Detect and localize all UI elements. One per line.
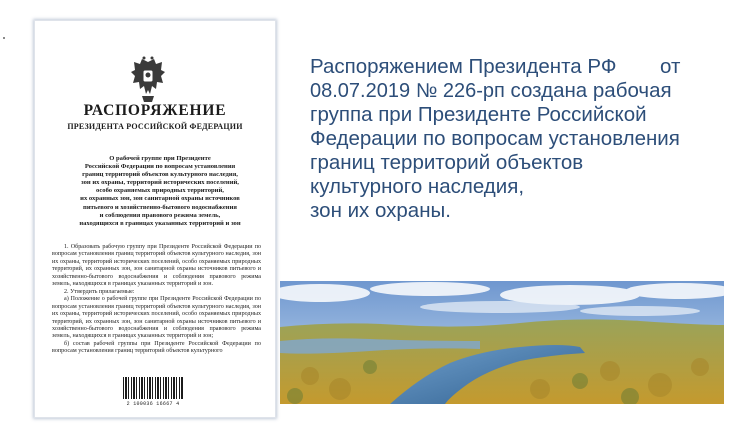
document-paragraph: 1. Образовать рабочую группу при Президенте Российской Федерации по вопросам установления границ территорий объектов культурного наследия, зон их охраны, территорий исторических поселений, особо охраняемых природных территорий, их охранных зон, зон санитарной охраны источников питьевого и хозяйственно-бытового водоснабжения и соблюдения правового режима земель, находящихся в границах указанных территорий и зон. <box>52 244 261 288</box>
caption-ot: от <box>660 55 681 78</box>
heading-line: особо охраняемых природных территорий, <box>96 187 224 195</box>
document-subtitle: ПРЕЗИДЕНТА РОССИЙСКОЙ ФЕДЕРАЦИИ <box>67 122 243 131</box>
barcode-number: 2 100036 16667 4 <box>126 401 180 407</box>
caption-text-part: создана рабочая <box>510 79 672 102</box>
caption-line: зон их охраны. <box>310 199 451 222</box>
river-landscape-image <box>280 281 724 404</box>
caption-line <box>310 79 715 103</box>
caption-date: 08.07.2019 <box>310 80 411 102</box>
heading-line: находящихся в границах указанных территорий и зон <box>79 219 241 227</box>
heading-line: и соблюдения правового режима земель, <box>99 211 221 219</box>
caption-line: культурного наследия, <box>310 175 525 198</box>
stray-dot <box>3 37 5 39</box>
heading-line: зон их охраны, территорий исторических поселений, <box>81 179 239 187</box>
caption-decree-title: Распоряжением Президента РФ <box>310 55 617 78</box>
caption-line: группа при Президенте Российской <box>310 103 647 126</box>
heading-line: О рабочей группе при Президенте <box>109 155 211 162</box>
decree-document-scan <box>34 20 276 418</box>
heading-line: питьевого и хозяйственно-бытового водоснабжения <box>83 203 237 211</box>
heading-line: Российской Федерации по вопросам установления <box>84 163 236 171</box>
barcode <box>123 377 183 399</box>
caption-line: Федерации по вопросам установления <box>310 127 680 150</box>
caption-line: границ территорий объектов <box>310 151 584 174</box>
coat-of-arms-icon <box>128 56 168 106</box>
document-paragraph: а) Положение о рабочей группе при Президенте Российской Федерации по вопросам установления границ территорий объектов культурного наследия, зон их охраны, территорий исторических поселений, особо охраняемых природных территорий, их охранных зон, зон санитарной охраны источников питьевого и хозяйственно-бытового водоснабжения и соблюдения правового режима земель, находящихся в границах указанных территорий и зон; <box>52 296 261 340</box>
document-paragraph: б) состав рабочей группы при Президенте Российской Федерации по вопросам установления границ территорий объектов культурного <box>52 340 261 355</box>
caption-line <box>310 55 715 79</box>
document-body <box>52 244 261 356</box>
document-title: РАСПОРЯЖЕНИЕ <box>83 102 227 119</box>
caption-number: № 226-рп <box>415 80 505 102</box>
document-paragraph: 2. Утвердить прилагаемые: <box>64 288 135 295</box>
heading-line: границ территорий объектов культурного наследия, <box>82 171 238 179</box>
heading-line: их охранных зон, зон санитарной охраны источников <box>80 195 240 203</box>
caption-text <box>310 55 715 223</box>
document-heading <box>61 155 259 228</box>
